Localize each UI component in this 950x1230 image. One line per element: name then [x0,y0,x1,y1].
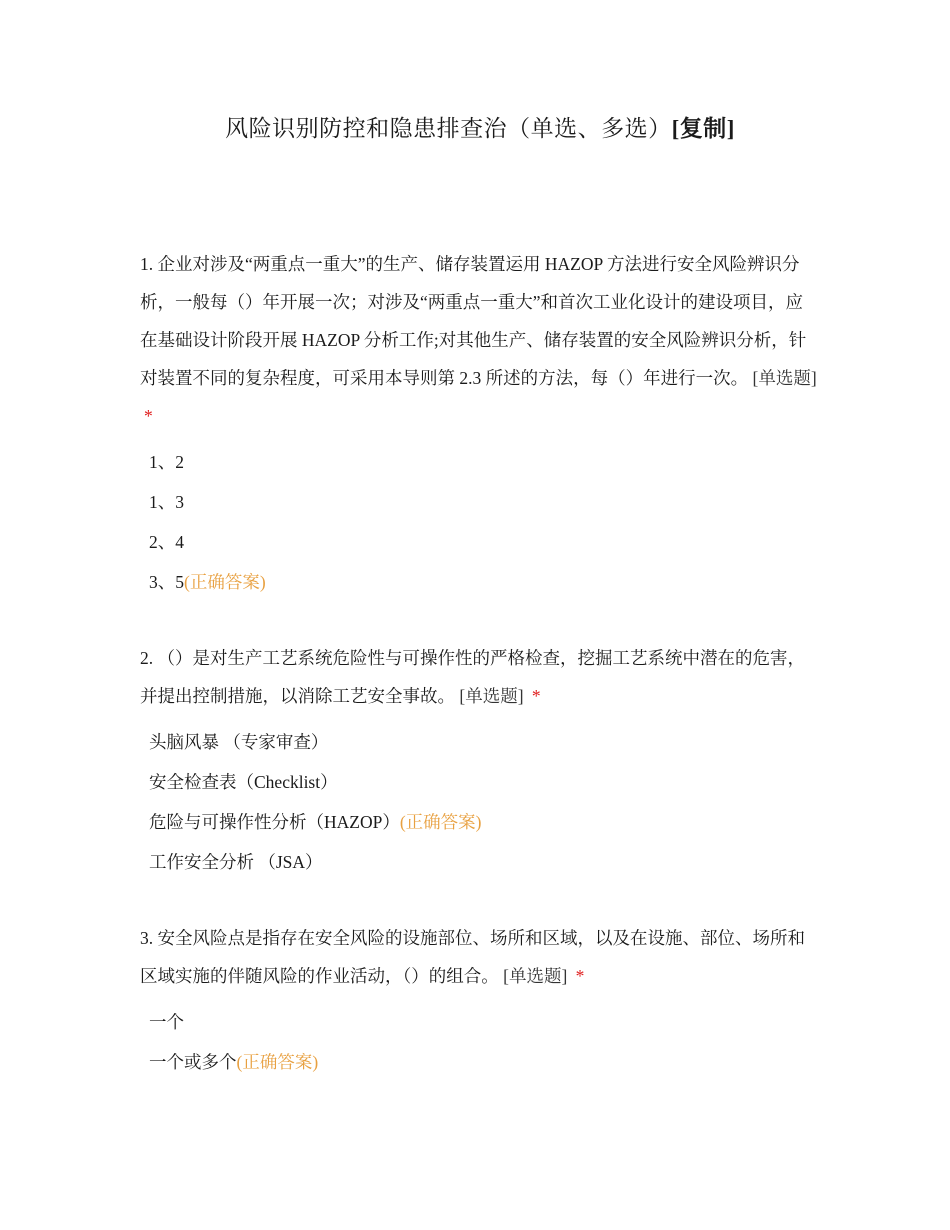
correct-answer-tag: (正确答案) [399,812,482,832]
option-list [140,722,820,882]
option-item[interactable] [140,482,820,522]
option-list [140,1002,820,1082]
question-3 [140,919,820,1082]
correct-answer-tag: (正确答案) [184,572,266,592]
copy-tag: [复制] [671,116,735,141]
question-text: 企业对涉及“两重点一重大”的生产、储存装置运用 HAZOP 方法进行安全风险辨识分析，一般每（）年开展一次；对涉及“两重点一重大”和首次工业化设计的建设项目，应在基础设计阶段开展 HAZOP 分析工作;对其他生产、储存装置的安全风险辨识分析，针对装置不同的复杂程度，可采用本导则第 2.3 所述的方法，每（）年进行一次。 [140,254,807,388]
required-star: * [531,686,541,706]
required-star: * [575,966,585,986]
option-item[interactable] [140,1042,820,1082]
question-2 [140,639,820,882]
option-item[interactable] [140,442,820,482]
option-item[interactable] [140,762,820,802]
question-stem [140,919,820,995]
required-star: * [144,406,153,426]
option-label: 1、2 [149,452,184,472]
question-type: [单选题] [752,368,817,388]
question-number: 3. [140,928,154,948]
option-item[interactable] [140,522,820,562]
option-label: 一个 [149,1012,184,1032]
option-label: 头脑风暴 （专家审查） [149,732,329,752]
option-label: 工作安全分析 （JSA） [149,852,323,872]
option-label: 1、3 [149,492,184,512]
correct-answer-tag: (正确答案) [236,1052,319,1072]
question-stem [140,639,820,715]
question-stem [140,245,820,435]
question-type: [单选题] [459,686,524,706]
question-number: 1. [140,254,154,274]
option-label: 一个或多个 [149,1052,237,1072]
option-item[interactable] [140,1002,820,1042]
question-type: [单选题] [503,966,568,986]
option-list [140,442,820,602]
page-title [0,110,950,143]
option-label: 2、4 [149,532,184,552]
option-item[interactable] [140,842,820,882]
question-1 [140,245,820,602]
question-number: 2. [140,648,154,668]
title-text: 风险识别防控和隐患排查治（单选、多选） [225,116,672,141]
option-item[interactable] [140,802,820,842]
option-label: 安全检查表（Checklist） [149,772,338,792]
option-label: 3、5 [149,572,184,592]
option-item[interactable] [140,722,820,762]
question-text: （）是对生产工艺系统危险性与可操作性的严格检查，挖掘工艺系统中潜在的危害，并提出控制措施，以消除工艺安全事故。 [140,648,805,706]
option-label: 危险与可操作性分析（HAZOP） [149,812,400,832]
question-text: 安全风险点是指存在安全风险的设施部位、场所和区域，以及在设施、部位、场所和区域实施的伴随风险的作业活动，（）的组合。 [140,928,805,986]
option-item[interactable] [140,562,820,602]
